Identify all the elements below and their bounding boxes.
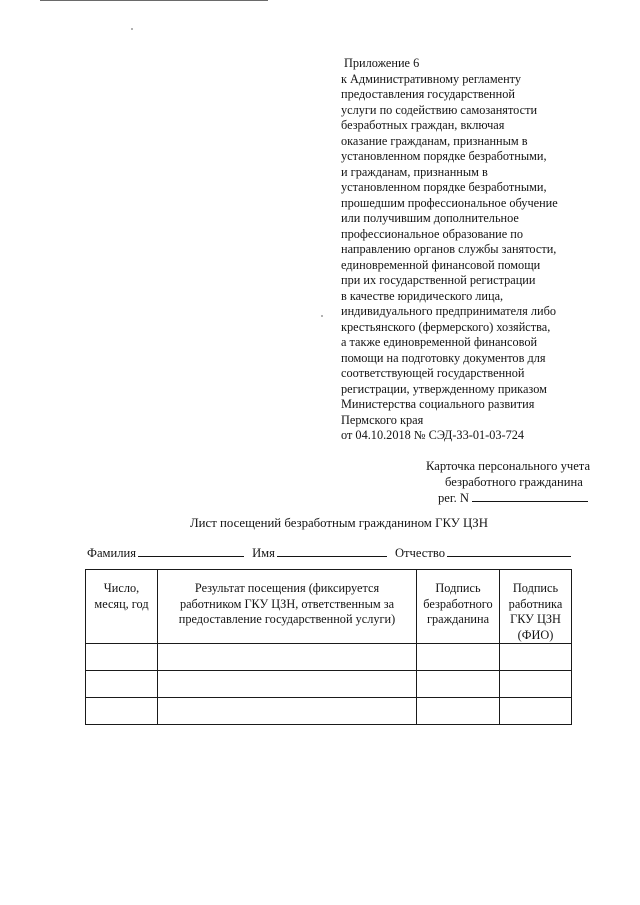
- card-title: Карточка персонального учета: [426, 459, 591, 473]
- appendix-line: соответствующей государственной: [341, 366, 525, 380]
- patronymic-field[interactable]: [447, 545, 571, 557]
- appendix-line: установленном порядке безработными,: [341, 149, 547, 163]
- appendix-line: в качестве юридического лица,: [341, 288, 504, 303]
- table-row: [86, 698, 572, 725]
- appendix-line: помощи на подготовку документов для: [341, 350, 546, 365]
- appendix-line: направлению органов службы занятости,: [341, 242, 557, 256]
- name-field[interactable]: [277, 545, 387, 557]
- citizen-signature-cell[interactable]: [417, 644, 500, 671]
- appendix-line: крестьянского (фермерского) хозяйства,: [341, 319, 551, 334]
- date-cell[interactable]: [86, 644, 158, 671]
- appendix-line: при их государственной регистрации: [341, 273, 536, 287]
- appendix-line: или получившим дополнительное: [341, 211, 519, 225]
- card-header: [400, 458, 620, 506]
- employee-signature-cell[interactable]: [500, 671, 572, 698]
- appendix-line: Министерства социального развития: [341, 397, 535, 411]
- reg-number-field[interactable]: [472, 490, 588, 502]
- surname-label: Фамилия: [87, 546, 137, 560]
- appendix-line: оказание гражданам, признанным в: [341, 133, 528, 148]
- appendix-line: предоставления государственной: [341, 87, 515, 101]
- appendix-line: а также единовременной финансовой: [341, 335, 538, 349]
- header-citizen-signature: Подпись безработного гражданина: [417, 570, 500, 644]
- appendix-line: к Административному регламенту: [341, 71, 522, 86]
- reg-number-label: рег. N: [438, 491, 470, 505]
- header-employee-signature: Подпись работника ГКУ ЦЗН (ФИО): [500, 570, 572, 644]
- patronymic-label: Отчество: [394, 546, 446, 560]
- employee-signature-cell[interactable]: [500, 698, 572, 725]
- date-cell[interactable]: [86, 671, 158, 698]
- table-row: [86, 644, 572, 671]
- appendix-line: индивидуального предпринимателя либо: [341, 304, 557, 318]
- surname-field[interactable]: [138, 545, 244, 557]
- scan-speck: [131, 28, 133, 30]
- appendix-line: и гражданам, признанным в: [341, 164, 488, 179]
- appendix-line: регистрации, утвержденному приказом: [341, 381, 547, 396]
- appendix-line: единовременной финансовой помощи: [341, 257, 541, 272]
- appendix-line: профессиональное образование по: [341, 226, 524, 241]
- scan-speck: [321, 315, 323, 317]
- result-cell[interactable]: [158, 644, 417, 671]
- appendix-line: Пермского края: [341, 412, 424, 427]
- table-row: [86, 671, 572, 698]
- result-cell[interactable]: [158, 671, 417, 698]
- fio-row: [87, 545, 571, 561]
- appendix-line: услуги по содействию самозанятости: [341, 102, 538, 117]
- employee-signature-cell[interactable]: [500, 644, 572, 671]
- appendix-block: [341, 56, 621, 444]
- citizen-signature-cell[interactable]: [417, 671, 500, 698]
- appendix-line: установленном порядке безработными,: [341, 180, 547, 194]
- citizen-signature-cell[interactable]: [417, 698, 500, 725]
- appendix-line: от 04.10.2018 № СЭД-33-01-03-724: [341, 428, 525, 442]
- result-cell[interactable]: [158, 698, 417, 725]
- sheet-title: Лист посещений безработным гражданином ГКУ ЦЗН: [190, 516, 488, 530]
- appendix-line: безработных граждан, включая: [341, 118, 505, 132]
- header-result: Результат посещения (фиксируется работником ГКУ ЦЗН, ответственным за предоставление государственной услуги): [158, 570, 417, 644]
- table-header-row: [86, 570, 572, 644]
- appendix-line: прошедшим профессиональное обучение: [341, 195, 558, 210]
- visits-table: [85, 569, 572, 725]
- name-label: Имя: [252, 546, 275, 560]
- reg-number-line: [400, 490, 620, 506]
- card-subtitle: безработного гражданина: [445, 475, 583, 489]
- appendix-line: Приложение 6: [344, 56, 420, 70]
- header-date: Число, месяц, год: [86, 570, 158, 644]
- scan-edge-line: [40, 0, 268, 1]
- date-cell[interactable]: [86, 698, 158, 725]
